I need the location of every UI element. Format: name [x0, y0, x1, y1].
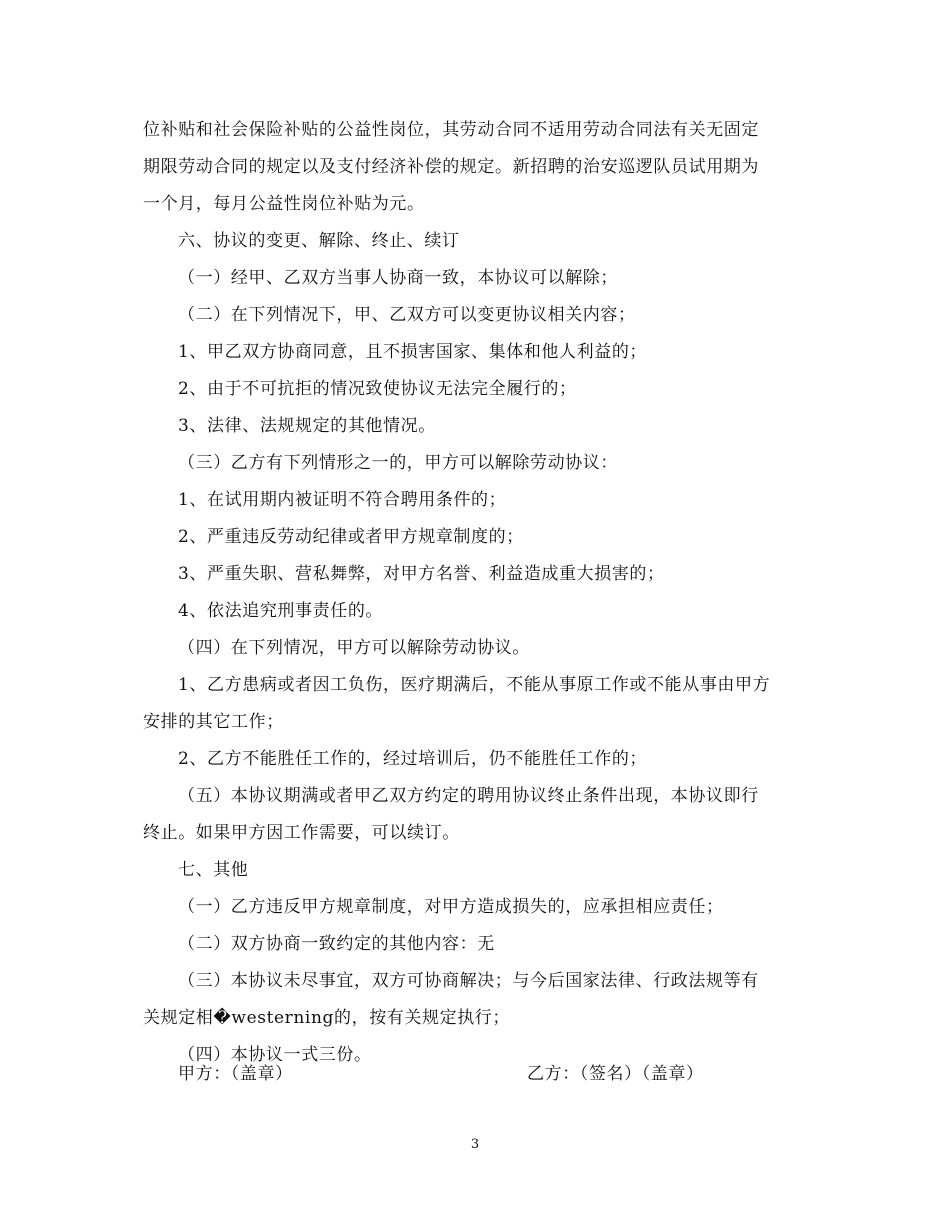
page-number: 3 [470, 1137, 480, 1152]
signature-row [0, 1056, 950, 1093]
document-body [143, 112, 808, 1074]
text-line: （四）在下列情况，甲方可以解除劳动协议。 [178, 638, 530, 658]
list-item: 4、依法追究刑事责任的。 [178, 601, 384, 621]
list-item: 1、甲乙双方协商同意，且不损害国家、集体和他人利益的； [178, 342, 648, 362]
section-heading: 七、其他 [178, 860, 249, 880]
text-line: 关规定相�westerning的，按有关规定执行； [143, 1008, 511, 1028]
section-heading: 六、协议的变更、解除、终止、续订 [178, 231, 460, 251]
list-item: 3、严重失职、营私舞弊，对甲方名誉、利益造成重大损害的； [178, 564, 665, 584]
list-item: 2、由于不可抗拒的情况致使协议无法完全履行的； [178, 379, 577, 399]
text-line: （三）本协议未尽事宜，双方可协商解决；与今后国家法律、行政法规等有 [178, 971, 759, 991]
text-line: 位补贴和社会保险补贴的公益性岗位，其劳动合同不适用劳动合同法有关无固定 [143, 120, 759, 140]
text-line: （一）经甲、乙双方当事人协商一致，本协议可以解除； [178, 268, 618, 288]
text-line: （二）在下列情况下，甲、乙双方可以变更协议相关内容； [178, 305, 636, 325]
party-b-signature: 乙方：（签名）（盖章） [527, 1064, 704, 1084]
list-item: 1、乙方患病或者因工负伤，医疗期满后，不能从事原工作或不能从事由甲方 [178, 675, 771, 695]
list-item: 1、在试用期内被证明不符合聘用条件的； [178, 490, 507, 510]
text-line: 期限劳动合同的规定以及支付经济补偿的规定。新招聘的治安巡逻队员试用期为 [143, 157, 759, 177]
text-line: （四）本协议一式三份。 [178, 1045, 372, 1065]
list-item: 3、法律、法规规定的其他情况。 [178, 416, 436, 436]
list-item: 2、乙方不能胜任工作的，经过培训后，仍不能胜任工作的； [178, 749, 648, 769]
text-line: （三）乙方有下列情形之一的，甲方可以解除劳动协议： [178, 453, 618, 473]
party-a-signature: 甲方：（盖章） [178, 1064, 293, 1084]
list-item: 2、严重违反劳动纪律或者甲方规章制度的； [178, 527, 524, 547]
text-line: （一）乙方违反甲方规章制度，对甲方造成损失的，应承担相应责任； [178, 897, 724, 917]
text-line: 安排的其它工作； [143, 712, 284, 732]
text-line: （五）本协议期满或者甲乙双方约定的聘用协议终止条件出现，本协议即行 [178, 786, 759, 806]
text-line: （二）双方协商一致约定的其他内容：无 [178, 934, 495, 954]
text-line: 终止。如果甲方因工作需要，可以续订。 [143, 823, 460, 843]
text-line: 一个月，每月公益性岗位补贴为元。 [143, 194, 425, 214]
